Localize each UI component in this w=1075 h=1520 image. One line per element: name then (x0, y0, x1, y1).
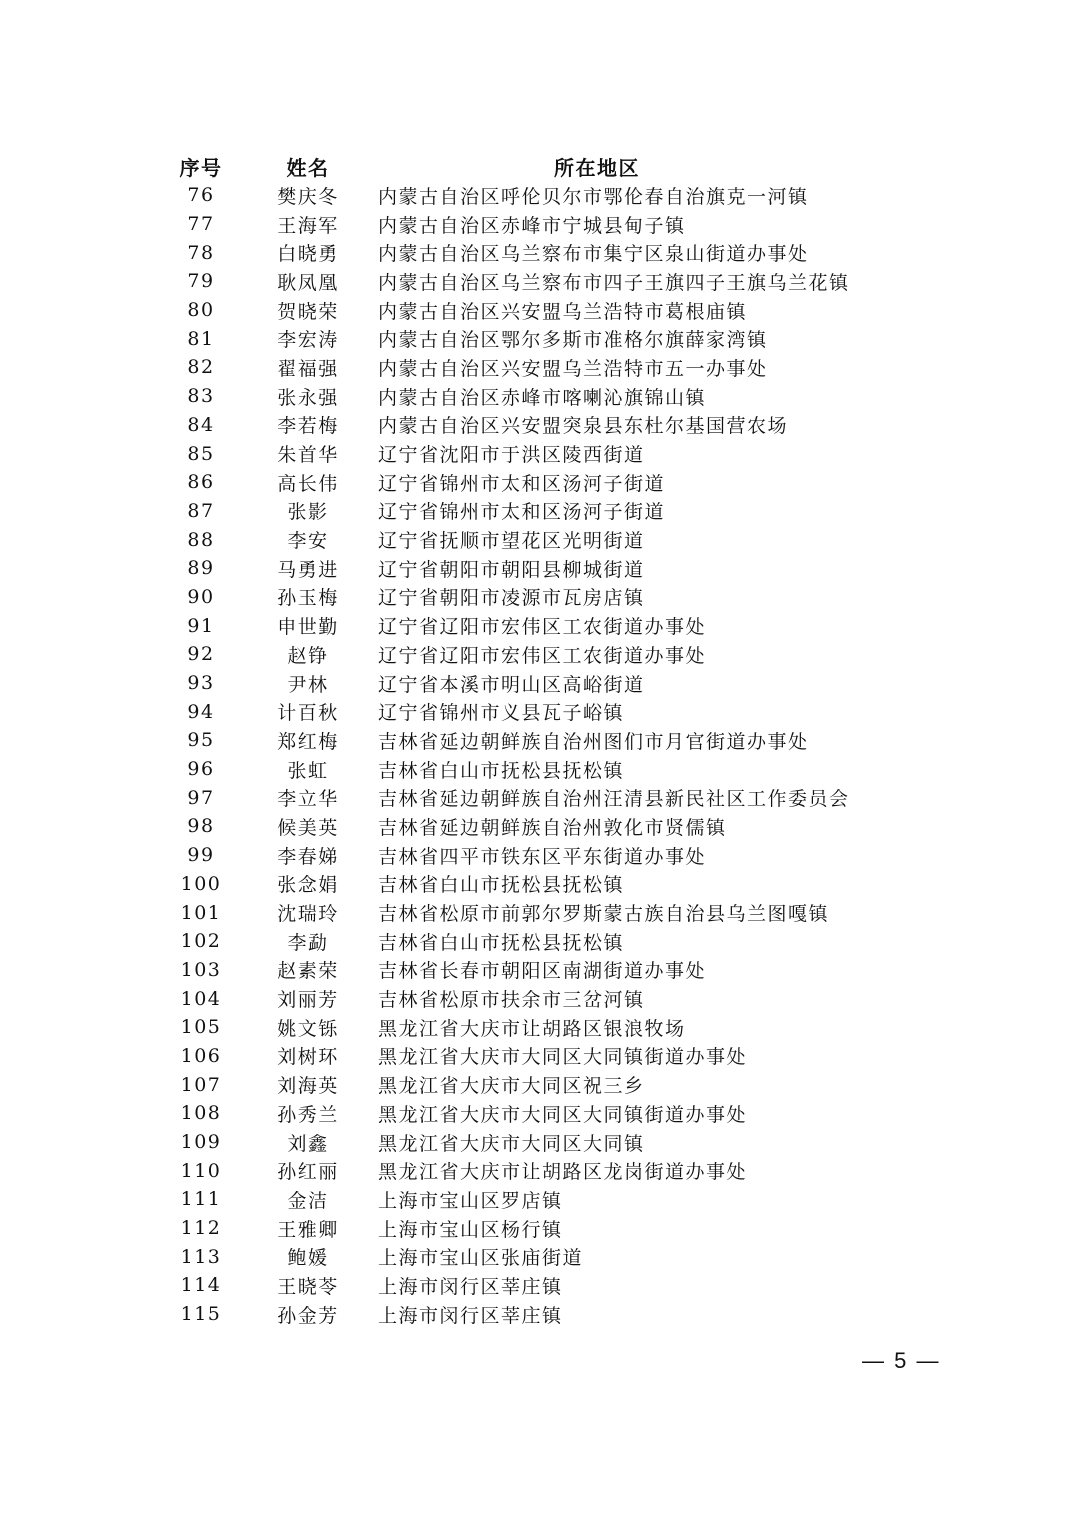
page-number: — 5 — (862, 1348, 941, 1373)
row-name: 孙秀兰 (277, 1103, 339, 1126)
row-area: 内蒙古自治区赤峰市喀喇沁旗锦山镇 (378, 386, 707, 409)
table-row (160, 238, 920, 267)
row-area: 上海市闵行区莘庄镇 (378, 1275, 563, 1298)
table-row (160, 956, 920, 985)
row-area: 辽宁省辽阳市宏伟区工农街道办事处 (378, 616, 707, 639)
table-row (160, 1300, 920, 1329)
table-row (160, 382, 920, 411)
row-no: 82 (187, 356, 215, 379)
row-name: 尹林 (287, 673, 329, 696)
row-area: 黑龙江省大庆市大同区大同镇街道办事处 (378, 1103, 748, 1126)
row-area: 黑龙江省大庆市让胡路区龙岗街道办事处 (378, 1161, 748, 1184)
table-row (160, 1214, 920, 1243)
row-area: 吉林省长春市朝阳区南湖街道办事处 (378, 960, 707, 983)
row-area: 辽宁省抚顺市望花区光明街道 (378, 530, 645, 553)
row-no: 99 (187, 844, 215, 867)
row-no: 92 (187, 643, 215, 666)
row-name: 李立华 (277, 788, 339, 811)
row-no: 106 (180, 1044, 222, 1067)
row-no: 103 (180, 958, 222, 981)
row-no: 113 (180, 1245, 222, 1268)
row-area: 辽宁省朝阳市朝阳县柳城街道 (378, 558, 645, 581)
row-name: 白晓勇 (277, 243, 339, 266)
table-row (160, 554, 920, 583)
table-row (160, 468, 920, 497)
row-name: 刘海英 (277, 1075, 339, 1098)
row-area: 辽宁省本溪市明山区高峪街道 (378, 673, 645, 696)
table-row (160, 984, 920, 1013)
row-no: 89 (187, 557, 215, 580)
row-area: 内蒙古自治区乌兰察布市集宁区泉山街道办事处 (378, 243, 809, 266)
table-row (160, 324, 920, 353)
row-no: 102 (180, 930, 222, 953)
header-no: 序号 (179, 155, 223, 180)
table-row (160, 1185, 920, 1214)
table-row (160, 525, 920, 554)
table-row (160, 1271, 920, 1300)
table-row (160, 870, 920, 899)
row-no: 94 (187, 700, 215, 723)
table-row (160, 898, 920, 927)
row-no: 105 (180, 1016, 222, 1039)
row-area: 吉林省延边朝鲜族自治州汪清县新民社区工作委员会 (378, 788, 850, 811)
row-area: 黑龙江省大庆市大同区祝三乡 (378, 1075, 645, 1098)
row-area: 吉林省白山市抚松县抚松镇 (378, 759, 625, 782)
row-name: 樊庆冬 (277, 185, 339, 208)
table-row (160, 296, 920, 325)
row-no: 98 (187, 815, 215, 838)
row-area: 内蒙古自治区赤峰市宁城县甸子镇 (378, 214, 686, 237)
row-name: 申世勤 (277, 616, 339, 639)
row-no: 95 (187, 729, 215, 752)
row-name: 计百秋 (277, 702, 339, 725)
row-name: 刘丽芳 (277, 989, 339, 1012)
row-area: 黑龙江省大庆市大同区大同镇 (378, 1132, 645, 1155)
row-name: 金洁 (287, 1189, 329, 1212)
row-no: 111 (180, 1188, 222, 1211)
row-name: 李安 (287, 530, 329, 553)
table-row (160, 1042, 920, 1071)
row-area: 内蒙古自治区兴安盟突泉县东杜尔基国营农场 (378, 415, 789, 438)
row-name: 赵素荣 (277, 960, 339, 983)
row-area: 黑龙江省大庆市大同区大同镇街道办事处 (378, 1046, 748, 1069)
table-row (160, 1013, 920, 1042)
table-header (160, 151, 920, 181)
row-name: 李若梅 (277, 415, 339, 438)
row-area: 吉林省松原市扶余市三岔河镇 (378, 989, 645, 1012)
row-no: 108 (180, 1102, 222, 1125)
row-area: 辽宁省辽阳市宏伟区工农街道办事处 (378, 644, 707, 667)
table-row (160, 439, 920, 468)
table-row (160, 669, 920, 698)
row-no: 101 (180, 901, 222, 924)
row-name: 王海军 (277, 214, 339, 237)
roster-table (160, 151, 920, 1329)
table-row (160, 583, 920, 612)
row-name: 高长伟 (277, 472, 339, 495)
table-row (160, 927, 920, 956)
row-no: 86 (187, 471, 215, 494)
row-no: 90 (187, 585, 215, 608)
table-row (160, 411, 920, 440)
row-no: 115 (180, 1303, 222, 1326)
row-name: 贺晓荣 (277, 300, 339, 323)
row-name: 李春娣 (277, 845, 339, 868)
row-area: 辽宁省沈阳市于洪区陵西街道 (378, 444, 645, 467)
row-area: 吉林省白山市抚松县抚松镇 (378, 874, 625, 897)
table-row (160, 497, 920, 526)
table-row (160, 697, 920, 726)
row-area: 辽宁省朝阳市凌源市瓦房店镇 (378, 587, 645, 610)
row-area: 吉林省四平市铁东区平东街道办事处 (378, 845, 707, 868)
table-row (160, 611, 920, 640)
row-name: 李宏涛 (277, 329, 339, 352)
row-area: 吉林省白山市抚松县抚松镇 (378, 931, 625, 954)
row-no: 114 (180, 1274, 222, 1297)
row-no: 83 (187, 385, 215, 408)
row-area: 内蒙古自治区兴安盟乌兰浩特市葛根庙镇 (378, 300, 748, 323)
table-row (160, 353, 920, 382)
row-area: 辽宁省锦州市太和区汤河子街道 (378, 472, 666, 495)
row-name: 沈瑞玲 (277, 903, 339, 926)
row-no: 84 (187, 413, 215, 436)
table-row (160, 841, 920, 870)
table-row (160, 210, 920, 239)
row-name: 王晓苓 (277, 1275, 339, 1298)
header-name: 姓名 (286, 155, 330, 180)
table-row (160, 267, 920, 296)
row-area: 吉林省延边朝鲜族自治州图们市月官街道办事处 (378, 730, 809, 753)
row-name: 刘树环 (277, 1046, 339, 1069)
row-no: 107 (180, 1073, 222, 1096)
table-row (160, 1070, 920, 1099)
row-no: 79 (187, 270, 215, 293)
row-name: 王雅卿 (277, 1218, 339, 1241)
row-no: 93 (187, 672, 215, 695)
table-row (160, 1128, 920, 1157)
row-area: 内蒙古自治区兴安盟乌兰浩特市五一办事处 (378, 357, 768, 380)
table-row (160, 1242, 920, 1271)
row-area: 上海市宝山区杨行镇 (378, 1218, 563, 1241)
table-row (160, 726, 920, 755)
row-area: 辽宁省锦州市太和区汤河子街道 (378, 501, 666, 524)
row-name: 耿凤凰 (277, 271, 339, 294)
row-name: 赵铮 (287, 644, 329, 667)
row-area: 上海市闵行区莘庄镇 (378, 1304, 563, 1327)
row-name: 鲍媛 (287, 1247, 329, 1270)
table-row (160, 812, 920, 841)
row-area: 内蒙古自治区乌兰察布市四子王旗四子王旗乌兰花镇 (378, 271, 850, 294)
row-area: 上海市宝山区罗店镇 (378, 1189, 563, 1212)
row-no: 91 (187, 614, 215, 637)
row-no: 100 (180, 872, 222, 895)
row-name: 翟福强 (277, 357, 339, 380)
row-area: 上海市宝山区张庙街道 (378, 1247, 584, 1270)
table-row (160, 640, 920, 669)
row-name: 郑红梅 (277, 730, 339, 753)
table-row (160, 783, 920, 812)
row-no: 78 (187, 241, 215, 264)
row-no: 87 (187, 499, 215, 522)
row-name: 朱首华 (277, 444, 339, 467)
row-name: 孙红丽 (277, 1161, 339, 1184)
row-name: 张虹 (287, 759, 329, 782)
row-area: 吉林省松原市前郭尔罗斯蒙古族自治县乌兰图嘎镇 (378, 903, 830, 926)
row-name: 张影 (287, 501, 329, 524)
table-row (160, 181, 920, 210)
row-area: 内蒙古自治区呼伦贝尔市鄂伦春自治旗克一河镇 (378, 185, 809, 208)
row-no: 77 (187, 213, 215, 236)
row-no: 80 (187, 299, 215, 322)
row-name: 张永强 (277, 386, 339, 409)
row-no: 81 (187, 327, 215, 350)
row-no: 96 (187, 758, 215, 781)
table-row (160, 1156, 920, 1185)
row-name: 孙金芳 (277, 1304, 339, 1327)
row-no: 104 (180, 987, 222, 1010)
table-body (160, 181, 920, 1329)
row-area: 内蒙古自治区鄂尔多斯市准格尔旗薛家湾镇 (378, 329, 768, 352)
row-name: 张念娟 (277, 874, 339, 897)
row-name: 刘鑫 (287, 1132, 329, 1155)
header-area: 所在地区 (554, 155, 640, 180)
row-area: 辽宁省锦州市义县瓦子峪镇 (378, 702, 625, 725)
row-name: 姚文铄 (277, 1017, 339, 1040)
table-row (160, 755, 920, 784)
row-no: 88 (187, 528, 215, 551)
row-name: 马勇进 (277, 558, 339, 581)
row-area: 吉林省延边朝鲜族自治州敦化市贤儒镇 (378, 816, 727, 839)
row-name: 李勐 (287, 931, 329, 954)
row-no: 109 (180, 1131, 222, 1154)
row-no: 110 (180, 1159, 222, 1182)
row-area: 黑龙江省大庆市让胡路区银浪牧场 (378, 1017, 686, 1040)
row-no: 85 (187, 442, 215, 465)
row-no: 97 (187, 786, 215, 809)
table-row (160, 1099, 920, 1128)
row-name: 候美英 (277, 816, 339, 839)
row-no: 76 (187, 184, 215, 207)
row-no: 112 (180, 1217, 222, 1240)
row-name: 孙玉梅 (277, 587, 339, 610)
